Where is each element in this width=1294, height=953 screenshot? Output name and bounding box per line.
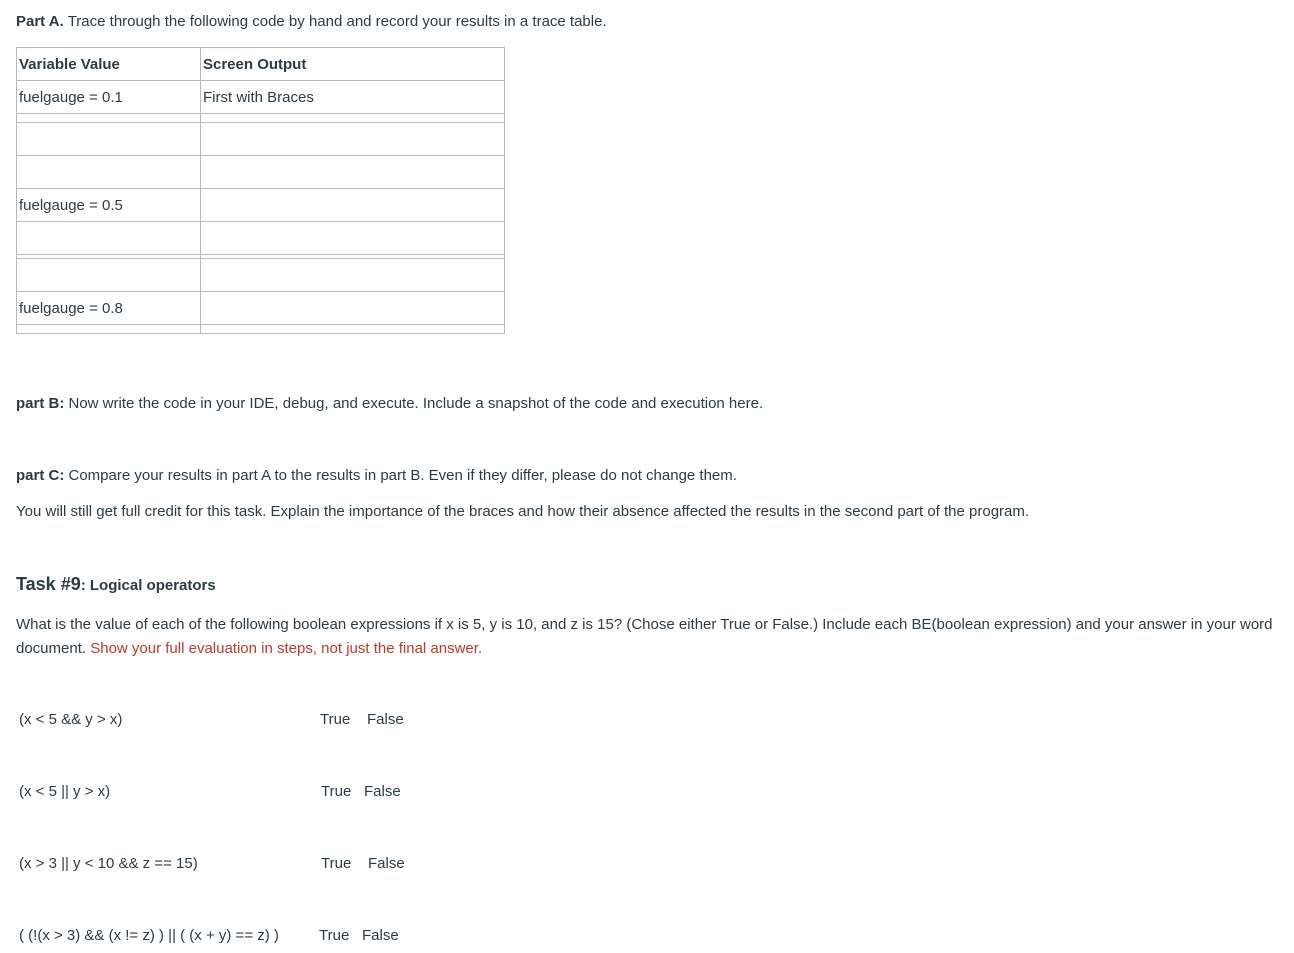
variable-cell	[17, 123, 201, 156]
variable-cell	[17, 156, 201, 189]
table-row	[17, 325, 505, 334]
trace-table-header-row	[17, 48, 505, 81]
table-row	[17, 259, 505, 292]
output-cell	[201, 292, 505, 325]
output-cell	[201, 189, 505, 222]
part-a-label: Part A.	[16, 13, 64, 30]
output-cell	[201, 156, 505, 189]
part-c-instruction	[16, 467, 737, 484]
boolean-expression-1: (x < 5 && y > x)	[19, 711, 123, 728]
part-a-instruction	[16, 13, 607, 30]
answer-true-2[interactable]: True	[321, 783, 352, 800]
variable-cell: fuelgauge = 0.8	[17, 292, 201, 325]
header-variable-value: Variable Value	[17, 48, 201, 81]
table-row	[17, 222, 505, 255]
table-row	[17, 81, 505, 114]
question-text: What is the value of each of the following boolean expressions if x is 5, y is 10, and z is 15? (Chose either True or False.) Include each BE(boolean expression) and your answer in your word document.	[16, 616, 1273, 657]
table-row	[17, 292, 505, 325]
header-screen-output: Screen Output	[201, 48, 505, 81]
answer-false-3[interactable]: False	[368, 855, 405, 872]
table-row	[17, 114, 505, 123]
task-9-question	[16, 613, 1286, 661]
table-row	[17, 189, 505, 222]
trace-table	[16, 47, 505, 334]
part-b-label: part B:	[16, 395, 65, 412]
output-cell	[201, 123, 505, 156]
table-row	[17, 156, 505, 189]
question-emphasis: Show your full evaluation in steps, not just the final answer.	[90, 640, 483, 657]
variable-cell	[17, 222, 201, 255]
boolean-expression-2: (x < 5 || y > x)	[19, 783, 111, 800]
part-b-instruction	[16, 395, 763, 412]
output-cell	[201, 114, 505, 123]
task-9-topic: : Logical operators	[80, 577, 216, 594]
answer-true-4[interactable]: True	[319, 927, 350, 944]
boolean-expression-4: ( (!(x > 3) && (x != z) ) || ( (x + y) == z) )	[19, 927, 279, 944]
output-cell	[201, 325, 505, 334]
answer-false-1[interactable]: False	[367, 711, 404, 728]
answer-false-4[interactable]: False	[362, 927, 399, 944]
variable-cell: fuelgauge = 0.5	[17, 189, 201, 222]
boolean-expression-3: (x > 3 || y < 10 && z == 15)	[19, 855, 198, 872]
output-cell	[201, 222, 505, 255]
variable-cell	[17, 259, 201, 292]
table-row	[17, 123, 505, 156]
part-c-followup: You will still get full credit for this task. Explain the importance of the braces and how their absence affected the results in the second part of the program.	[16, 503, 1030, 520]
part-a-text: Trace through the following code by hand and record your results in a trace table.	[63, 13, 607, 30]
part-b-text: Now write the code in your IDE, debug, and execute. Include a snapshot of the code and execution here.	[64, 395, 764, 412]
task-9-heading	[16, 574, 216, 595]
answer-false-2[interactable]: False	[364, 783, 401, 800]
answer-true-3[interactable]: True	[321, 855, 352, 872]
part-c-label: part C:	[16, 467, 65, 484]
output-cell: First with Braces	[201, 81, 505, 114]
task-9-number: Task #9	[16, 574, 81, 594]
answer-true-1[interactable]: True	[320, 711, 351, 728]
output-cell	[201, 259, 505, 292]
variable-cell: fuelgauge = 0.1	[17, 81, 201, 114]
variable-cell	[17, 325, 201, 334]
part-c-text: Compare your results in part A to the results in part B. Even if they differ, please do not change them.	[64, 467, 737, 484]
variable-cell	[17, 114, 201, 123]
